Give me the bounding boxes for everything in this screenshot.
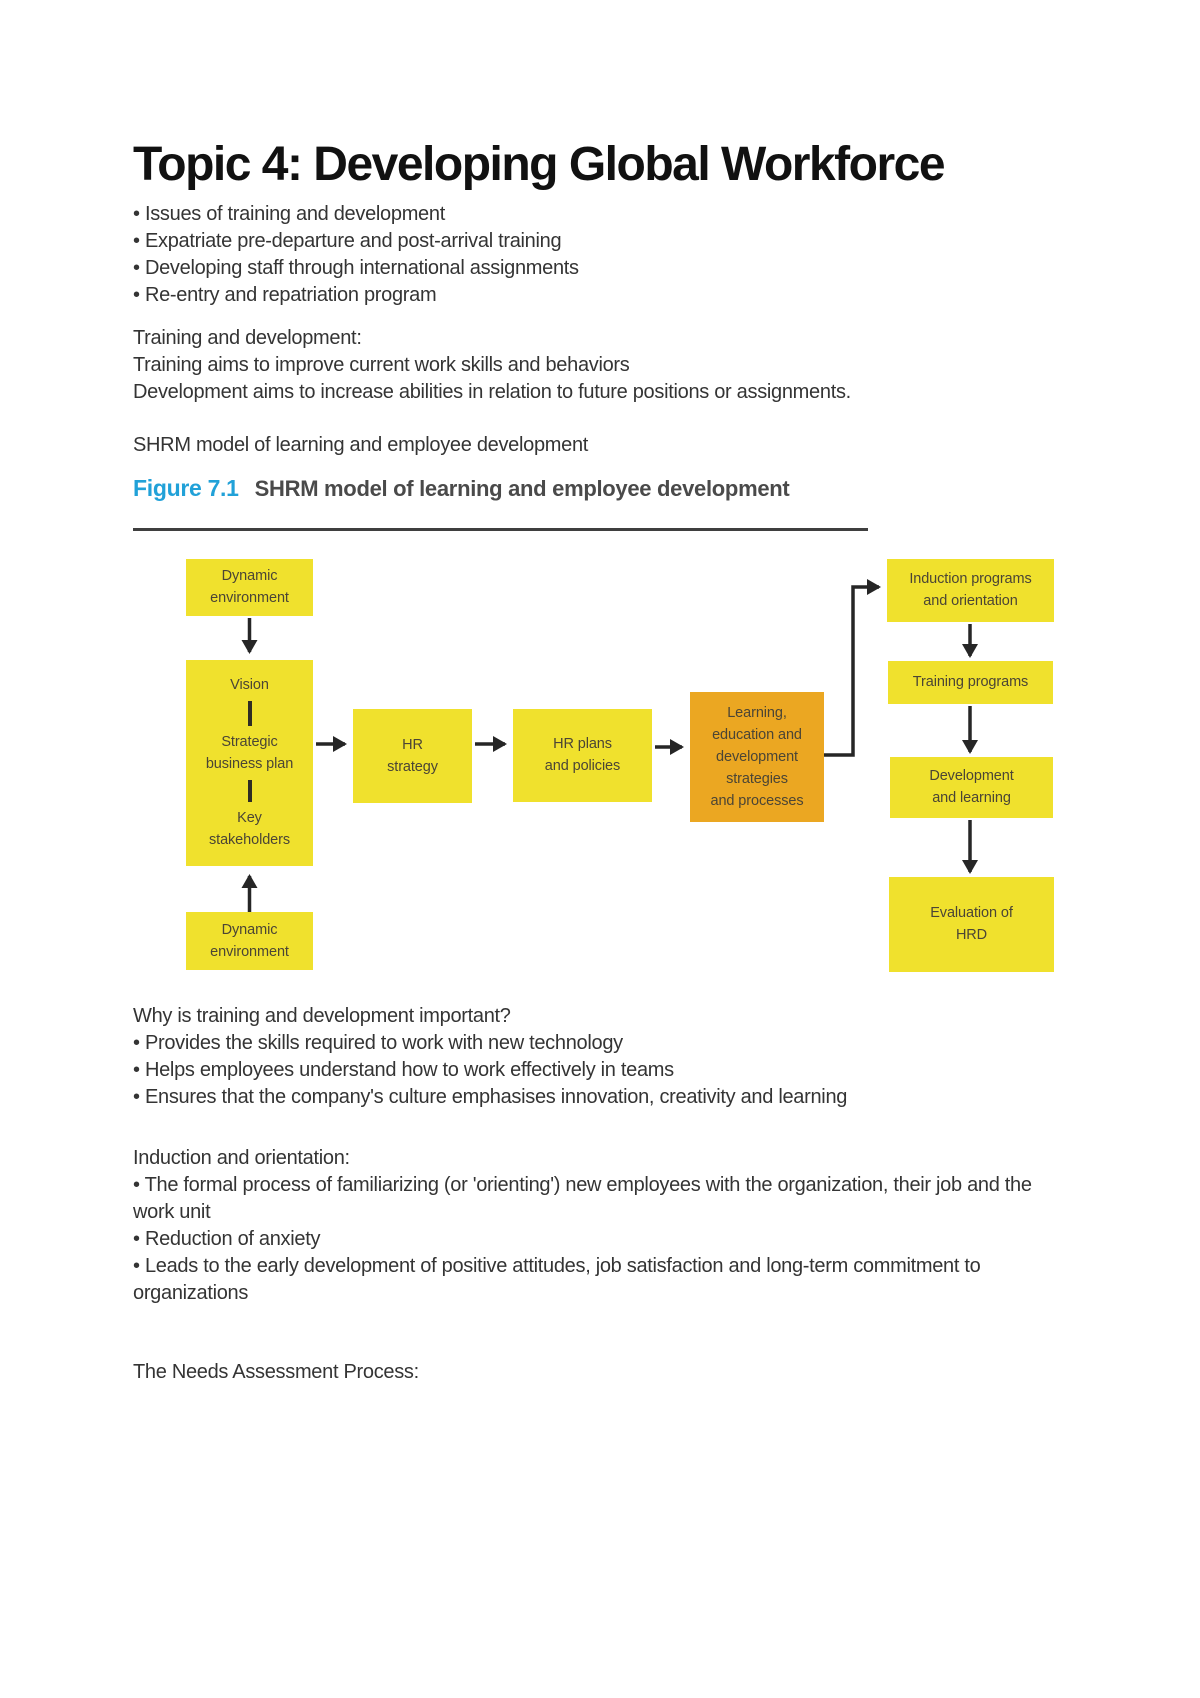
node-label-line: Learning, — [727, 704, 787, 721]
bullet-item: • Issues of training and development — [133, 202, 445, 225]
node-evaluation-hrd — [889, 877, 1054, 972]
bullet-item: • Developing staff through international assignments — [133, 256, 579, 279]
bullet-item: • Ensures that the company's culture emphasises innovation, creativity and learning — [133, 1085, 848, 1108]
node-label-line: Induction programs — [909, 571, 1032, 588]
node-label-line: Development — [929, 768, 1014, 785]
figure-caption-row — [133, 473, 1067, 507]
paragraph-line: Training and development: — [133, 326, 362, 349]
node-training-programs — [888, 661, 1053, 704]
node-label-line: Strategic — [221, 734, 278, 751]
node-label-line: environment — [210, 590, 289, 607]
figure-caption-rule — [133, 528, 868, 531]
node-development-learning — [890, 757, 1053, 818]
induction-orientation-section — [133, 1145, 1067, 1307]
node-label-line: Key — [237, 810, 262, 827]
node-label-line: and policies — [544, 758, 621, 775]
figure-caption: SHRM model of learning and employee development — [254, 475, 790, 501]
node-dynamic-environment-bottom — [186, 912, 313, 970]
needs-assessment-heading: The Needs Assessment Process: — [133, 1360, 419, 1383]
node-label-line: Training programs — [912, 674, 1029, 691]
node-label-line: and learning — [932, 790, 1011, 807]
node-label-line: business plan — [205, 756, 294, 773]
node-label-line: Evaluation of — [930, 905, 1013, 922]
training-development-paragraph — [133, 325, 1067, 406]
shrm-diagram — [0, 542, 1200, 987]
section-heading: Why is training and development important? — [133, 1004, 511, 1027]
node-label-line: Dynamic — [221, 568, 278, 585]
node-label-group — [206, 731, 293, 775]
node-label-line: strategy — [387, 758, 438, 775]
node-hr-strategy — [353, 709, 472, 803]
node-label-line: and processes — [710, 792, 804, 809]
vertical-connector-bar — [248, 701, 252, 726]
connector-learning-to-induction — [824, 587, 879, 755]
node-label-line: HR plans — [553, 736, 612, 753]
node-label-line: development — [716, 748, 798, 765]
node-label-line: stakeholders — [208, 832, 290, 849]
node-label-line: and orientation — [923, 593, 1018, 610]
shrm-section-heading: SHRM model of learning and employee development — [133, 433, 589, 456]
node-label-line: HR — [402, 736, 423, 753]
bullet-item: • The formal process of familiarizing (or 'orienting') new employees with the organization, their job and the work unit — [133, 1173, 1032, 1223]
bullet-item: • Reduction of anxiety — [133, 1227, 321, 1250]
bullet-item: • Leads to the early development of positive attitudes, job satisfaction and long-term commitment to organizations — [133, 1254, 981, 1304]
paragraph-line: Development aims to increase abilities in relation to future positions or assignments. — [133, 380, 851, 403]
page-title: Topic 4: Developing Global Workforce — [133, 138, 945, 191]
node-label-line: education and — [712, 726, 802, 743]
paragraph-line: Training aims to improve current work skills and behaviors — [133, 353, 630, 376]
node-label-line: HRD — [955, 927, 988, 944]
bullet-item: • Re-entry and repatriation program — [133, 283, 437, 306]
figure-label: Figure 7.1 — [133, 474, 239, 501]
node-induction-programs — [887, 559, 1054, 622]
vertical-connector-bar — [248, 780, 252, 802]
node-label-line: Vision — [230, 677, 269, 694]
node-learning-education-development — [690, 692, 824, 822]
bullet-item: • Provides the skills required to work with new technology — [133, 1031, 623, 1054]
node-hr-plans-policies — [513, 709, 652, 802]
node-dynamic-environment-top — [186, 559, 313, 616]
node-label-line: Dynamic — [221, 921, 278, 938]
node-label-group — [209, 807, 290, 851]
node-strategic-business-plan — [186, 660, 313, 866]
node-label-line: environment — [210, 943, 289, 960]
section-heading: Induction and orientation: — [133, 1146, 350, 1169]
why-important-section — [133, 1003, 1067, 1111]
bullet-item: • Helps employees understand how to work effectively in teams — [133, 1058, 674, 1081]
intro-bullet-list — [133, 201, 1067, 309]
bullet-item: • Expatriate pre-departure and post-arrival training — [133, 229, 562, 252]
node-label-line: strategies — [726, 770, 788, 787]
